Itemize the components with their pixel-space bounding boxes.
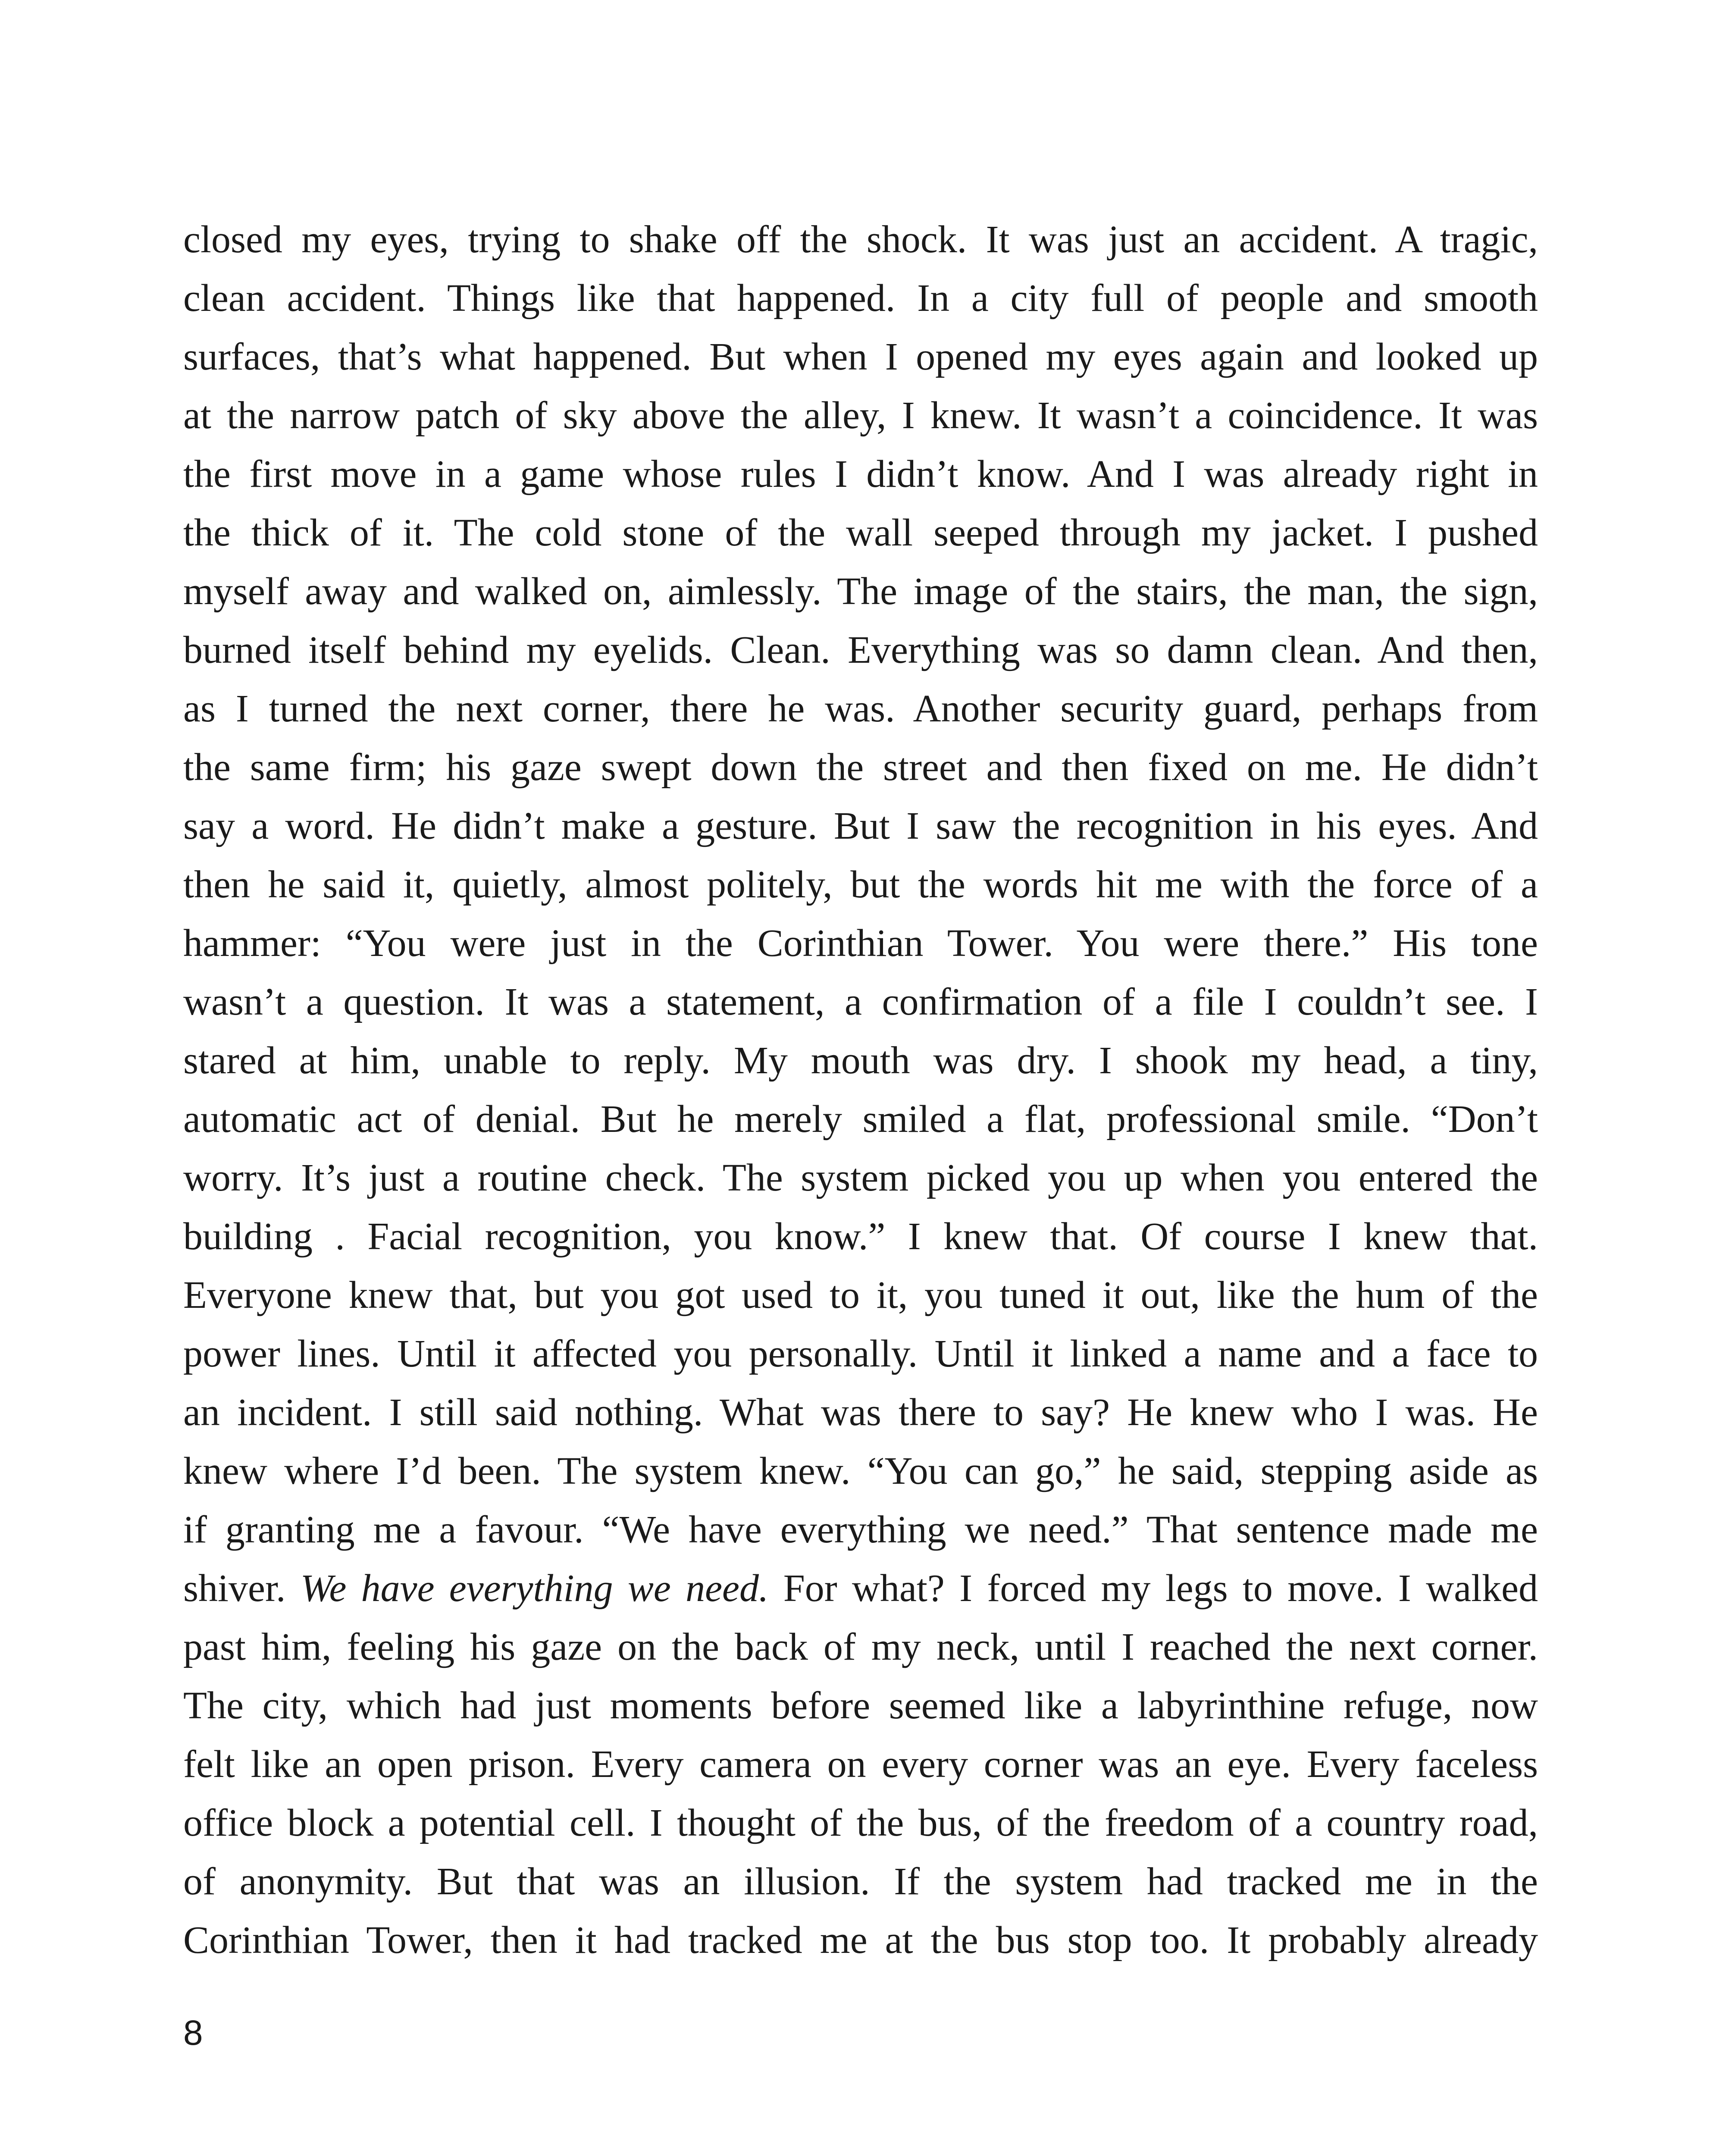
text-line: the first move in a game whose rules I didn’t know. And I was already right in [183,453,1538,495]
text-line: felt like an open prison. Every camera on every corner was an eye. Every faceless [183,1743,1538,1786]
text-line: stared at him, unable to reply. My mouth was dry. I shook my head, a tiny, [183,1039,1538,1082]
text-line: wasn’t a question. It was a statement, a confirmation of a file I couldn’t see. I [183,981,1538,1023]
text-line-with-italic [183,1559,1538,1618]
text-line: The city, which had just moments before seemed like a labyrinthine refuge, now [183,1684,1538,1727]
text-line: surfaces, that’s what happened. But when I opened my eyes again and looked up [183,335,1538,378]
text-line: then he said it, quietly, almost politely, but the words hit me with the force of a [183,863,1538,906]
text-line: clean accident. Things like that happened. In a city full of people and smooth [183,277,1538,320]
text-line: if granting me a favour. “We have everything we need.” That sentence made me [183,1508,1538,1551]
page-number: 8 [183,2013,203,2053]
text-line: knew where I’d been. The system knew. “You can go,” he said, stepping aside as [183,1450,1538,1492]
text-line: automatic act of denial. But he merely smiled a flat, professional smile. “Don’t [183,1098,1538,1141]
text-line: of anonymity. But that was an illusion. If the system had tracked me in the [183,1860,1538,1903]
text-line: worry. It’s just a routine check. The system picked you up when you entered the [183,1156,1538,1199]
text-line: closed my eyes, trying to shake off the shock. It was just an accident. A tragic, [183,218,1538,261]
text-line: as I turned the next corner, there he was. Another security guard, perhaps from [183,687,1538,730]
text-line: an incident. I still said nothing. What was there to say? He knew who I was. He [183,1391,1538,1434]
text-line: power lines. Until it affected you personally. Until it linked a name and a face to [183,1332,1538,1375]
text-segment: shiver. [183,1567,301,1610]
text-segment: For what? I forced my legs to move. I walked [768,1567,1538,1610]
body-text [183,210,1538,1970]
italic-quote: We have everything we need. [300,1567,769,1610]
text-line: at the narrow patch of sky above the alley, I knew. It wasn’t a coincidence. It was [183,394,1538,437]
text-line: hammer: “You were just in the Corinthian Tower. You were there.” His tone [183,922,1538,965]
text-line: the same firm; his gaze swept down the street and then fixed on me. He didn’t [183,746,1538,789]
text-line: past him, feeling his gaze on the back of my neck, until I reached the next corner. [183,1626,1538,1668]
text-line: say a word. He didn’t make a gesture. But I saw the recognition in his eyes. And [183,805,1538,847]
text-line: the thick of it. The cold stone of the wall seeped through my jacket. I pushed [183,511,1538,554]
text-line: Corinthian Tower, then it had tracked me at the bus stop too. It probably already [183,1919,1538,1962]
text-line: Everyone knew that, but you got used to it, you tuned it out, like the hum of the [183,1274,1538,1316]
text-line: burned itself behind my eyelids. Clean. Everything was so damn clean. And then, [183,629,1538,671]
text-line: building . Facial recognition, you know.” I knew that. Of course I knew that. [183,1215,1538,1258]
text-line: office block a potential cell. I thought of the bus, of the freedom of a country road, [183,1802,1538,1844]
text-line: myself away and walked on, aimlessly. The image of the stairs, the man, the sign, [183,570,1538,613]
